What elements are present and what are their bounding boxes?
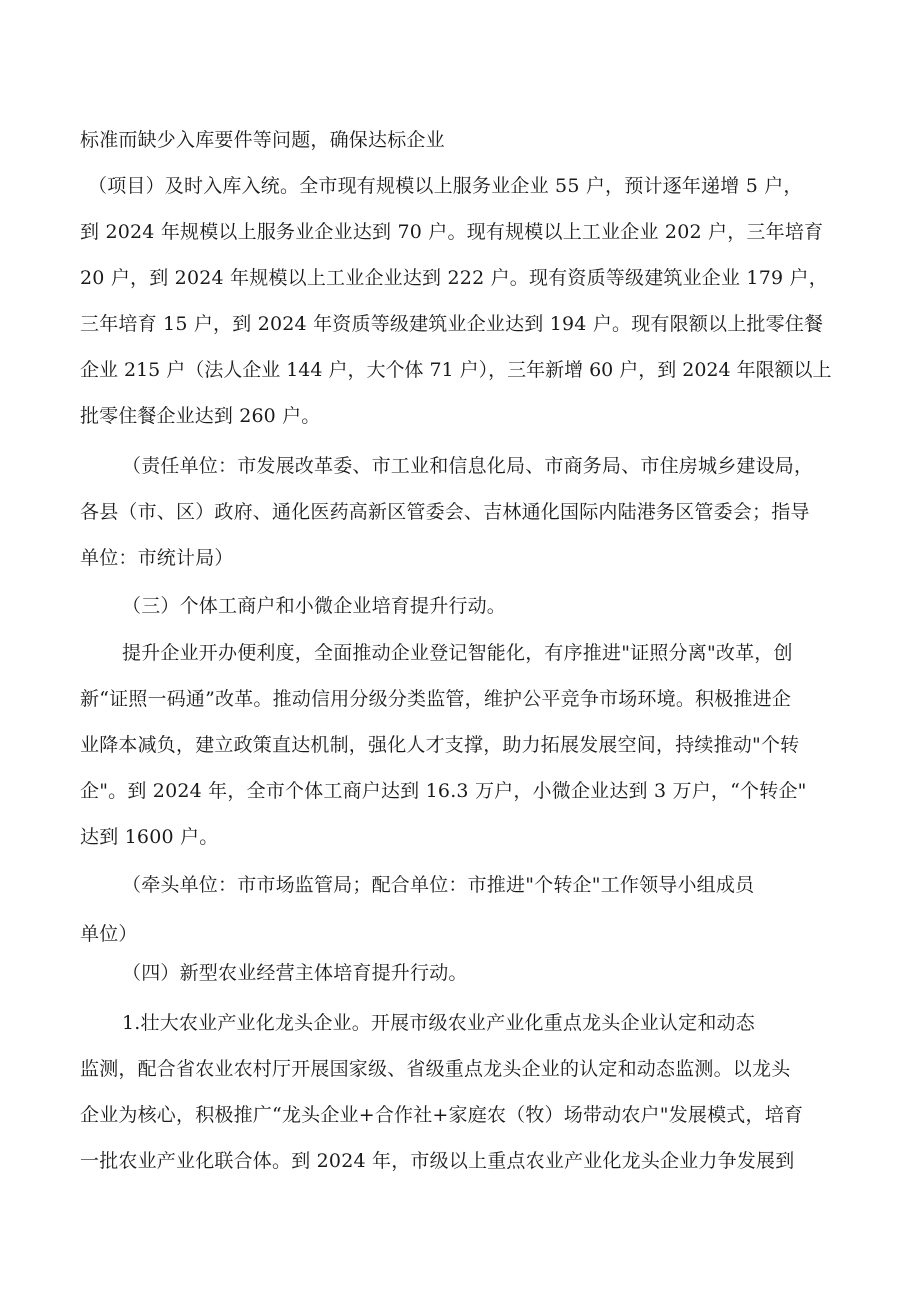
text-line: 各县（市、区）政府、通化医药高新区管委会、吉林通化国际内陆港务区管委会；指导 xyxy=(80,501,810,523)
text-line: 企"。到 2024 年，全市个体工商户达到 16.3 万户，小微企业达到 3 万户，“个转企" xyxy=(80,780,807,802)
text-line: 监测，配合省农业农村厅开展国家级、省级重点龙头企业的认定和动态监测。以龙头 xyxy=(80,1058,791,1080)
text-line: 1.壮大农业产业化龙头企业。开展市级农业产业化重点龙头企业认定和动态 xyxy=(122,1012,755,1034)
text-line: 三年培育 15 户，到 2024 年资质等级建筑业企业达到 194 户。现有限额以上批零住餐 xyxy=(80,313,824,335)
text-line: 企业 215 户（法人企业 144 户，大个体 71 户），三年新增 60 户，到 2024 年限额以上 xyxy=(80,359,832,381)
text-line: 一批农业产业化联合体。到 2024 年，市级以上重点农业产业化龙头企业力争发展到 xyxy=(80,1150,795,1172)
text-line: 标准而缺少入库要件等问题，确保达标企业 xyxy=(80,129,445,151)
text-line: 达到 1600 户。 xyxy=(80,826,219,848)
text-line: （项目）及时入库入统。全市现有规模以上服务业企业 55 户，预计逐年递增 5 户， xyxy=(88,175,803,197)
text-line: 企业为核心，积极推广“龙头企业+合作社+家庭农（牧）场带动农户"发展模式，培育 xyxy=(80,1104,804,1126)
text-line: 20 户，到 2024 年规模以上工业企业达到 222 户。现有资质等级建筑业企业 179 户， xyxy=(80,267,828,289)
text-line: 单位：市统计局） xyxy=(80,547,234,569)
text-line: （牵头单位：市市场监管局；配合单位：市推进"个转企"工作领导小组成员 xyxy=(122,874,755,896)
text-line: 业降本减负，建立政策直达机制，强化人才支撑，助力拓展发展空间，持续推动"个转 xyxy=(80,734,800,756)
section-heading: （三）个体工商户和小微企业培育提升行动。 xyxy=(122,595,507,617)
text-line: 单位） xyxy=(80,923,138,945)
text-line: 新“证照一码通”改革。推动信用分级分类监管，维护公平竞争市场环境。积极推进企 xyxy=(80,688,792,710)
text-line: 提升企业开办便利度，全面推动企业登记智能化，有序推进"证照分离"改革，创 xyxy=(122,642,793,664)
text-line: 到 2024 年规模以上服务业企业达到 70 户。现有规模以上工业企业 202 户，三年培育 xyxy=(80,221,824,243)
text-line: （责任单位：市发展改革委、市工业和信息化局、市商务局、市住房城乡建设局， xyxy=(122,455,814,477)
section-heading: （四）新型农业经营主体培育提升行动。 xyxy=(122,962,468,984)
text-line: 批零住餐企业达到 260 户。 xyxy=(80,405,321,427)
